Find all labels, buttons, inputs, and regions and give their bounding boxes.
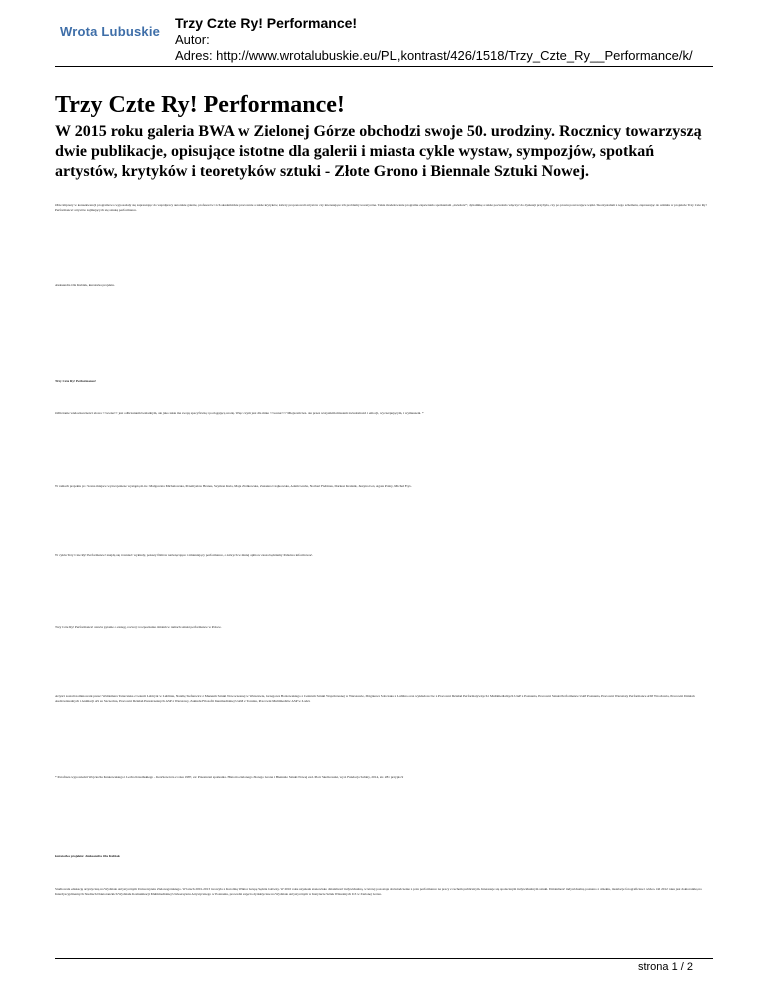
article-title: Trzy Czte Ry! Performance! bbox=[55, 92, 345, 118]
paragraph-curator-bio: Studiowała edukację artystyczną na Wydziale Artystycznym Uniwersytetu Zielonogórskiego. W latach 2001-2013 tworzyła z Karoliną Wiktor Grupę Sędzia Główny. W 2010 roku uzyskała stanowisko działalność indywidualną, w której pozostaje doświadczenie z pola performance na pracy z ruchem publicznym. Interesuje się społecznym indywidualnym sztuki. Działalność indywidualną poznano z obiektu, instalacje fotograficzne i wideo. Od 2012 roku jest doktorantką na Interdyscyplinarnych Studiach Doktoranckich Wydziału Komunikacji Multimedialnej Uniwersytetu Artystycznego w Poznaniu, prowadzi zajęcia dydaktyczne na Wydziale Artystycznym w Instytucie Sztuk Wizualnych UZ w Zielonej Górze. bbox=[55, 887, 702, 896]
paragraph-scene: Odliczanie wieloznaczności słowa <<scena>> jest odliczaniem bezładnym, ale jako takie ma swoją specyficzną i pociągającą urodę. Więc czym jest dla mnie <<scena>>? Miejscem bez. ale przez wszystkim miastem świadomości i emocji, wyczerpującym, i wymuszeni. * bbox=[55, 411, 424, 415]
paragraph-nominations: Artyści zostali nominowani przez: Waldemara Tatarczuka z Galerii Labirynt w Lublinie, Natalię Stefanwicz z Muzeum Sztuki Nowoczesnej w Warszawie, Grzegorza Borkowskiego z Centrum Sztuki Współczesnej w Warszawie, Zbigniewa Sobczaka z Lublina oraz wykładowców z Pracowni Działań Performatywnych i Multimedialnych UAP z Poznania, Pracowni Sztuki Performance UAP Poznania, Pracowni Warsztaty Performance ASP Wrocławia, Pracowni Działań Audiowizualnych i Animacji AS ze Szczecina, Pracowni Działań Przestrzennych ASP z Warszawy, Zakładu Filozofii Intermedialnej UAM z Torunia, Pracowni Multimediów ASP w Łodzi. bbox=[55, 694, 695, 703]
document-header bbox=[0, 0, 768, 68]
paragraph-curator-heading: kuratorka projektu: Aleksandra Ola Kubiak bbox=[55, 854, 120, 858]
header-title: Trzy Czte Ry! Performance! bbox=[175, 15, 358, 31]
paragraph-question: Trzy Czte Ry! Performance! stawia pytanie o zasięg, rozwój i rozpoznanie działań w ramach sztuki performance w Polsce. bbox=[55, 625, 222, 629]
header-author: Autor: bbox=[175, 32, 210, 47]
paragraph-cycle: W cyklu Trzy Czte Ry! Performance! znajdą się również: wykłady, pokazy filmów naświęcające i zmieniający performance, o których w mniej aplitow zasza będziemy Państwa informować. bbox=[55, 553, 313, 557]
article-lead: W 2015 roku galeria BWA w Zielonej Górze obchodzi swoje 50. urodziny. Rocznicy towarzyszą dwie publikacje, opisujące istotne dla galerii i miasta cykle wystaw, sympozjów, spotkań artystów, krytyków i teoretyków sztuki - Złote Grono i Biennale Sztuki Nowej. bbox=[55, 123, 702, 180]
paragraph-intro: Obie imprezy w konsekwencji programowo wyposażały się zapraszając do współpracy autorskie galerie, profesorów i ich akademickie pracownie a także krytyków, którzy proponowali artystów czy interesujące ich problemy teoretyczne. Takie modelowanie programu zapewniało spotkaniom „świeżość”, dynamikę a także pozwalało włączyć do dyskusji przybyła, czy po prostu powracające wątki. Skorzystałam z tego schematu, zapraszając do udziału w projekcie Trzy Czte Ry! Performance! artystów zajmujących się sztuką performance. bbox=[55, 203, 707, 212]
header-divider bbox=[55, 66, 713, 67]
page-number: strona 1 / 2 bbox=[637, 961, 693, 973]
wrota-lubuskie-logo[interactable]: Wrota Lubuskie bbox=[60, 24, 161, 39]
paragraph-artists: W ramach projektu pt.: Scena miejsce wyzwojenieze wystąpią m.in.: Małgorzata Michałowska, Przemysław Branas, Szymon Kula, Maja Ziółkowska, Zuzanna Czajkowska, Adam Gruba, Norbert Fiebinus, Dariusz Kraśnik, Justyna Łoś, Agata Polny, Michał Frys. bbox=[55, 484, 412, 488]
footer-divider bbox=[55, 958, 713, 959]
paragraph-footnote: * Parafraza wypowiedzi Wojciecha Krukowskiego i Lecha Krasińskiego - Kośćkowicza z roku 1987, za: Przestrzeń spotkania. Historia zielonego Złotego Grona i Biennale Sztuki Nowej zed. Piotr Skolkowski, wyd. Fundacja Sabiny, 2014, str. 281 przypis 9 bbox=[55, 775, 404, 779]
paragraph-curator-note: Aleksandra Ola Kubiak, kuratorka projektu. bbox=[55, 283, 115, 287]
header-address: Adres: http://www.wrotalubuskie.eu/PL,kontrast/426/1518/Trzy_Czte_Ry__Performance/k/ bbox=[175, 48, 693, 63]
paragraph-project-name: Trzy Czte Ry! Performance! bbox=[55, 379, 96, 383]
